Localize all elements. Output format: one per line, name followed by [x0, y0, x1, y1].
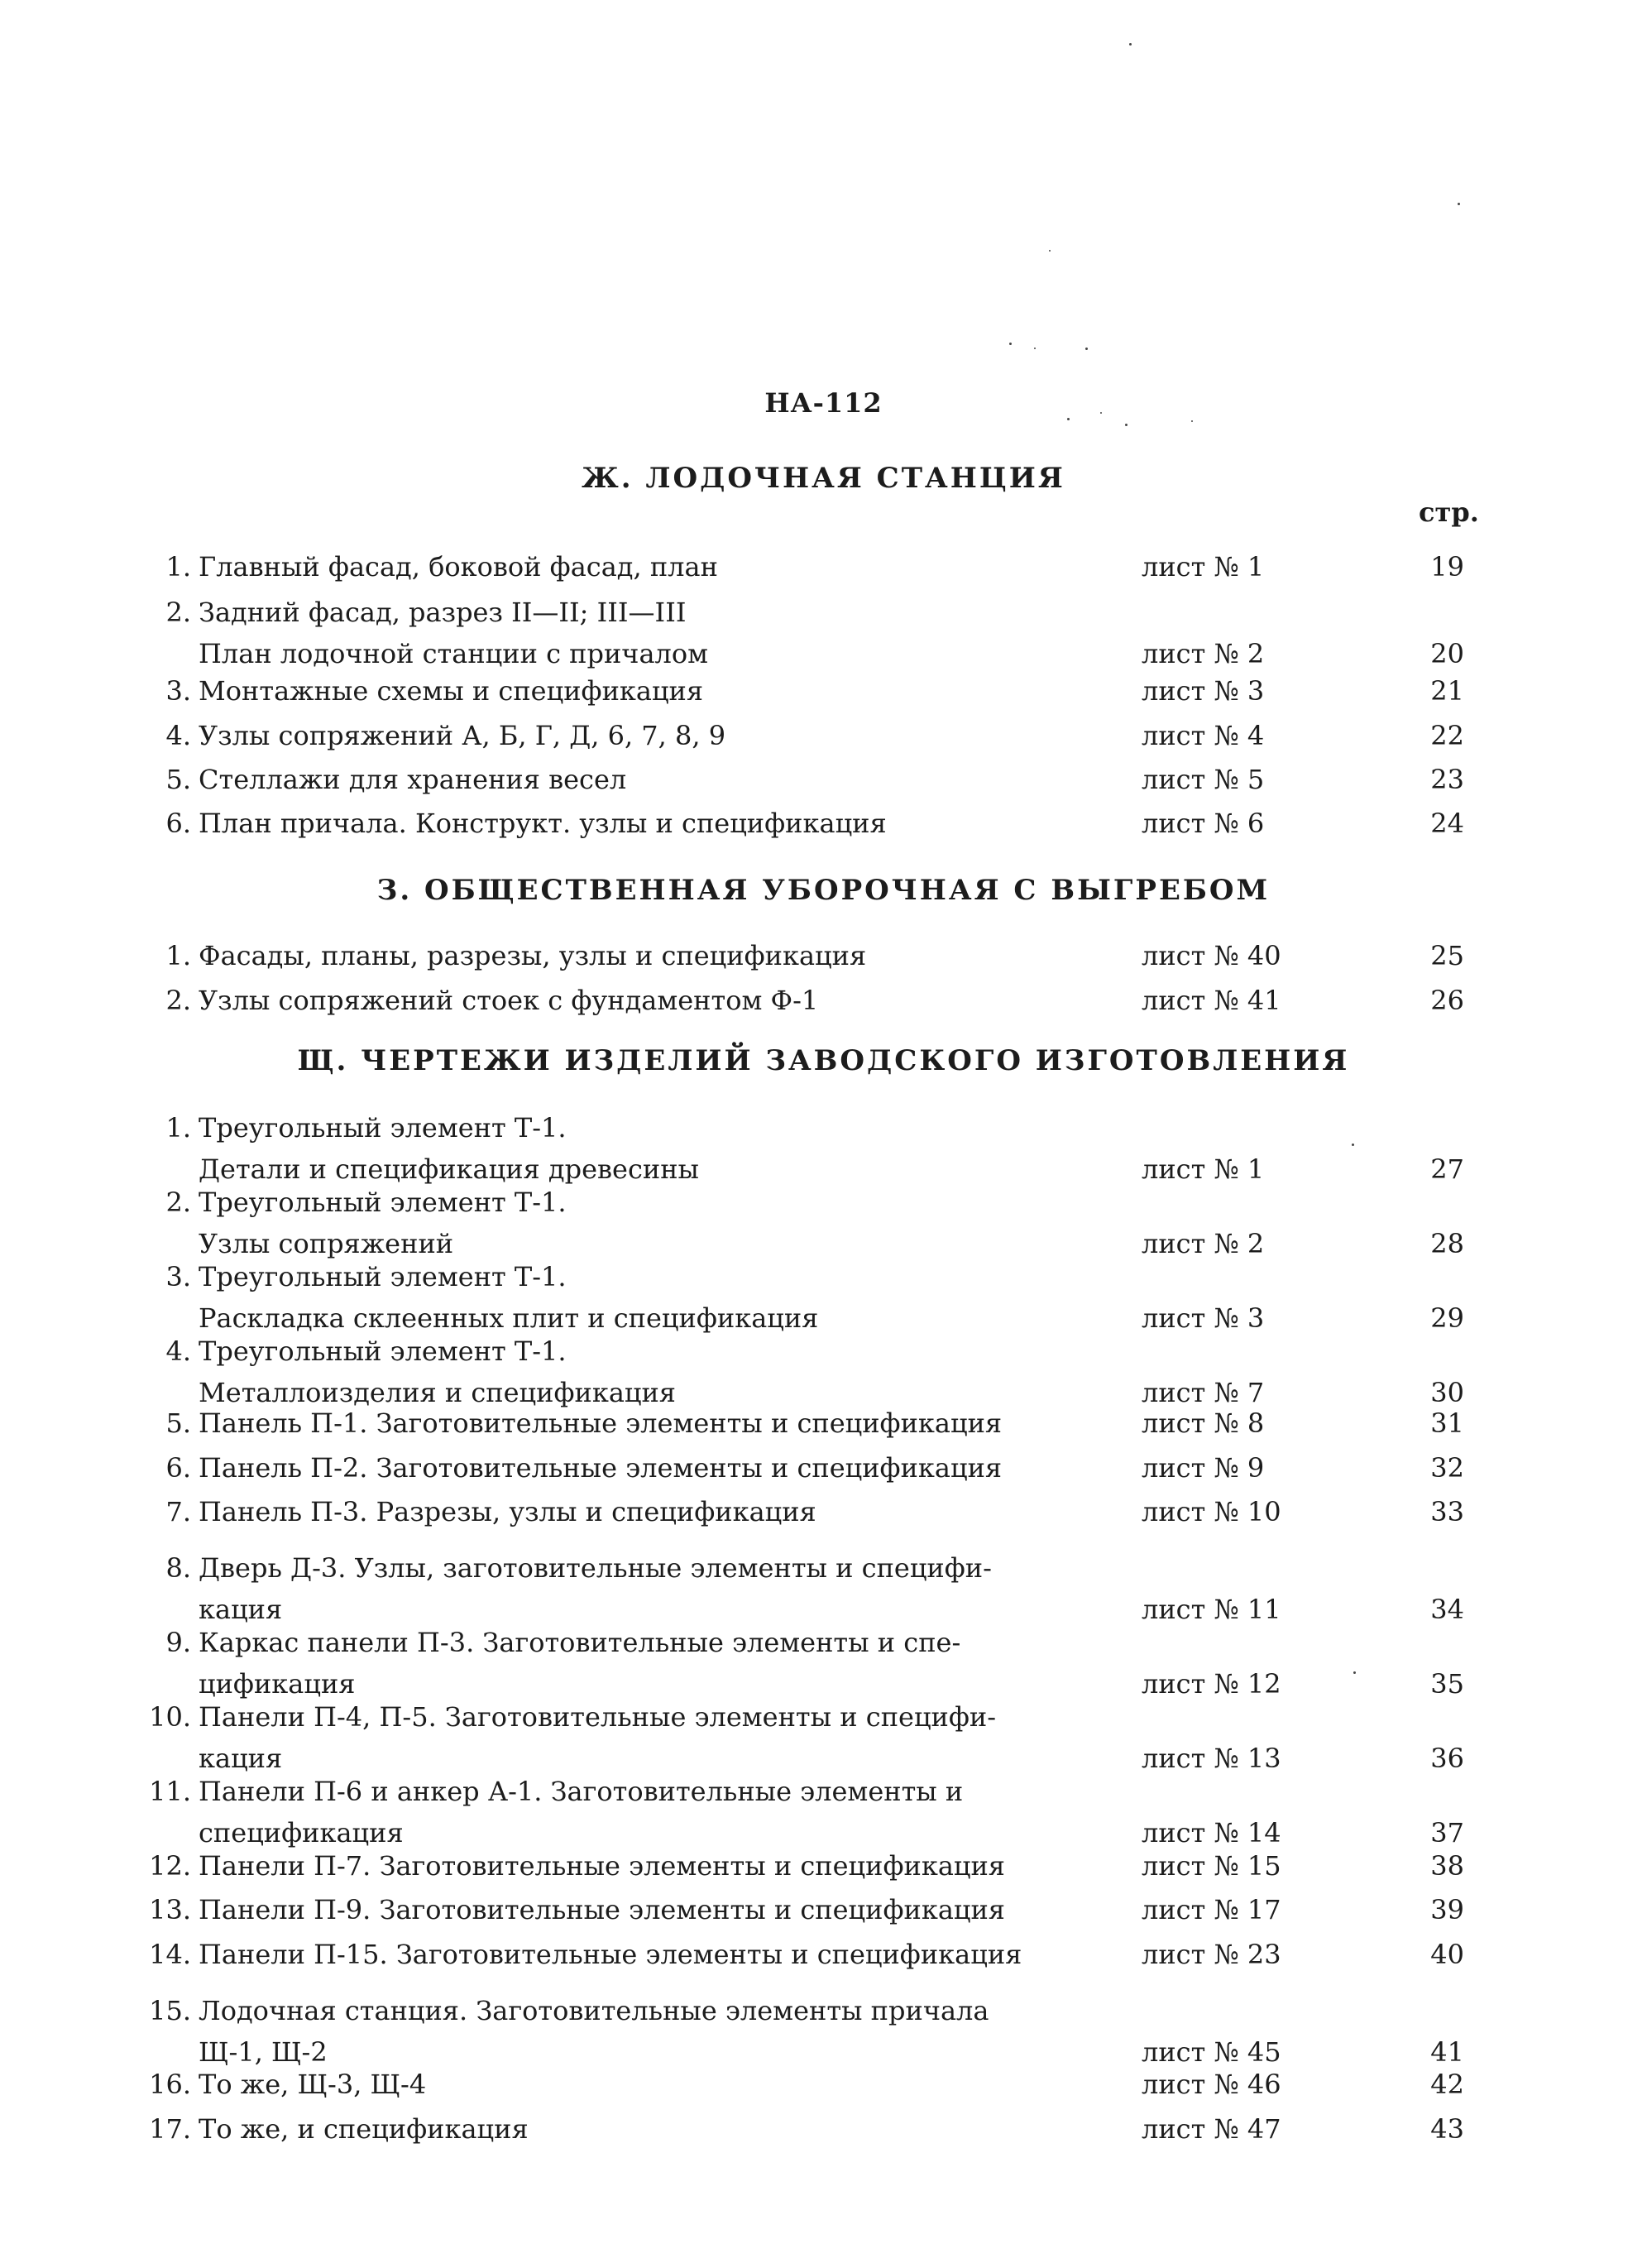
scan-speck [1034, 348, 1036, 349]
scan-speck [1085, 348, 1088, 350]
scan-speck [1125, 424, 1128, 426]
entry-sheet-number: лист № 2 [1142, 638, 1265, 669]
entry-title-line: спецификация [199, 1817, 404, 1848]
entry-title [199, 1491, 816, 1532]
entry-number: 8. [165, 1552, 191, 1584]
entry-number: 17. [149, 2113, 191, 2145]
entry-page-number: 25 [1430, 940, 1464, 971]
scan-speck [1009, 343, 1012, 345]
entry-number: 7. [165, 1496, 191, 1527]
entry-title-line: Панели П-4, П-5. Заготовительные элементы и специфи- [199, 1701, 997, 1733]
entry-sheet-number: лист № 1 [1142, 551, 1265, 583]
entry-title-line: Треугольный элемент Т-1. [199, 1335, 567, 1367]
entry-title [199, 1990, 989, 2073]
entry-page-number: 28 [1430, 1228, 1464, 1259]
entry-title-line: То же, Щ-3, Щ-4 [199, 2069, 427, 2100]
entry-title [199, 715, 725, 756]
entry-number: 16. [149, 2069, 191, 2100]
entry-title [199, 1403, 1002, 1444]
scan-speck [1067, 418, 1070, 420]
entry-title-line: Треугольный элемент Т-1. [199, 1261, 567, 1292]
entry-number: 15. [149, 1995, 191, 2026]
entry-title-line: кация [199, 1743, 283, 1774]
entry-page-number: 35 [1430, 1668, 1464, 1700]
entry-sheet-number: лист № 3 [1142, 675, 1265, 707]
entry-title [199, 803, 887, 844]
entry-sheet-number: лист № 13 [1142, 1743, 1281, 1774]
entry-sheet-number: лист № 7 [1142, 1377, 1265, 1408]
entry-page-number: 32 [1430, 1452, 1464, 1484]
entry-number: 1. [165, 1112, 191, 1144]
entry-title-line: Детали и спецификация древесины [199, 1153, 699, 1185]
entry-title-line: Панели П-6 и анкер А-1. Заготовительные элементы и [199, 1776, 964, 1807]
entry-title-line: Панель П-1. Заготовительные элементы и спецификация [199, 1407, 1003, 1439]
entry-title-line: Каркас панели П-3. Заготовительные элементы и спе- [199, 1627, 961, 1658]
entry-number: 3. [165, 1261, 191, 1292]
entry-number: 5. [165, 1407, 191, 1439]
entry-page-number: 34 [1430, 1594, 1464, 1625]
entry-title-line: Панели П-15. Заготовительные элементы и спецификация [199, 1939, 1022, 1970]
entry-title [199, 1256, 818, 1339]
entry-number: 10. [149, 1701, 191, 1733]
entry-page-number: 31 [1430, 1407, 1464, 1439]
entry-title-line: Дверь Д-3. Узлы, заготовительные элементы и специфи- [199, 1552, 992, 1584]
entry-number: 2. [165, 1187, 191, 1218]
entry-title-line: Узлы сопряжений стоек с фундаментом Ф-1 [199, 985, 819, 1016]
entry-title-line: Стеллажи для хранения весел [199, 764, 627, 795]
entry-number: 4. [165, 720, 191, 751]
entry-number: 4. [165, 1335, 191, 1367]
entry-page-number: 27 [1430, 1153, 1464, 1185]
entry-sheet-number: лист № 45 [1142, 2036, 1281, 2068]
entry-title [199, 1845, 1005, 1887]
entry-title-line: Треугольный элемент Т-1. [199, 1187, 567, 1218]
entry-title-line: Раскладка склеенных плит и спецификация [199, 1302, 819, 1334]
section-title: Ж. ЛОДОЧНАЯ СТАНЦИЯ [582, 462, 1065, 495]
entry-sheet-number: лист № 46 [1142, 2069, 1281, 2100]
entry-page-number: 29 [1430, 1302, 1464, 1334]
entry-title-line: Щ-1, Щ-2 [199, 2036, 328, 2068]
entry-title-line: Треугольный элемент Т-1. [199, 1112, 567, 1144]
entry-sheet-number: лист № 12 [1142, 1668, 1281, 1700]
entry-sheet-number: лист № 40 [1142, 940, 1281, 971]
scan-speck [1049, 250, 1051, 252]
entry-sheet-number: лист № 23 [1142, 1939, 1281, 1970]
entry-title [199, 1447, 1002, 1489]
entry-title-line: Узлы сопряжений [199, 1228, 454, 1259]
entry-title-line: Металлоизделия и спецификация [199, 1377, 676, 1408]
entry-title [199, 670, 703, 712]
entry-number: 14. [149, 1939, 191, 1970]
scan-speck [1353, 1671, 1356, 1674]
entry-sheet-number: лист № 9 [1142, 1452, 1265, 1484]
entry-title [199, 2108, 529, 2150]
scan-speck [1129, 43, 1132, 46]
entry-title-line: Панели П-9. Заготовительные элементы и спецификация [199, 1894, 1005, 1925]
section-title: Щ. ЧЕРТЕЖИ ИЗДЕЛИЙ ЗАВОДСКОГО ИЗГОТОВЛЕНИЯ [297, 1044, 1350, 1077]
entry-sheet-number: лист № 6 [1142, 808, 1265, 839]
entry-title-line: План лодочной станции с причалом [199, 638, 709, 669]
entry-sheet-number: лист № 17 [1142, 1894, 1281, 1925]
entry-title [199, 1547, 992, 1630]
entry-title [199, 935, 866, 976]
entry-page-number: 40 [1430, 1939, 1464, 1970]
entry-sheet-number: лист № 8 [1142, 1407, 1265, 1439]
entry-title [199, 1622, 960, 1705]
entry-page-number: 19 [1430, 551, 1464, 583]
scan-speck [1191, 420, 1193, 422]
entry-page-number: 33 [1430, 1496, 1464, 1527]
entry-title [199, 1696, 996, 1779]
entry-sheet-number: лист № 4 [1142, 720, 1265, 751]
entry-title-line: Главный фасад, боковой фасад, план [199, 551, 718, 583]
entry-title [199, 1934, 1022, 1975]
entry-sheet-number: лист № 47 [1142, 2113, 1281, 2145]
entry-sheet-number: лист № 11 [1142, 1594, 1281, 1625]
entry-title [199, 1182, 567, 1264]
entry-title-line: То же, и спецификация [199, 2113, 529, 2145]
entry-page-number: 36 [1430, 1743, 1464, 1774]
entry-page-number: 37 [1430, 1817, 1464, 1848]
entry-title-line: Панели П-7. Заготовительные элементы и спецификация [199, 1850, 1005, 1882]
entry-page-number: 38 [1430, 1850, 1464, 1882]
entry-title-line: План причала. Конструкт. узлы и спецификация [199, 808, 887, 839]
entry-title-line: Фасады, планы, разрезы, узлы и спецификация [199, 940, 867, 971]
entry-title-line: цификация [199, 1668, 356, 1700]
entry-page-number: 26 [1430, 985, 1464, 1016]
entry-page-number: 21 [1430, 675, 1464, 707]
entry-page-number: 39 [1430, 1894, 1464, 1925]
scan-speck [1458, 203, 1460, 205]
entry-sheet-number: лист № 3 [1142, 1302, 1265, 1334]
entry-page-number: 23 [1430, 764, 1464, 795]
entry-title-line: Узлы сопряжений А, Б, Г, Д, 6, 7, 8, 9 [199, 720, 726, 751]
entry-page-number: 24 [1430, 808, 1464, 839]
entry-page-number: 43 [1430, 2113, 1464, 2145]
entry-sheet-number: лист № 2 [1142, 1228, 1265, 1259]
entry-number: 12. [149, 1850, 191, 1882]
entry-title-line: Монтажные схемы и спецификация [199, 675, 704, 707]
entry-number: 1. [165, 940, 191, 971]
entry-number: 11. [149, 1776, 191, 1807]
entry-number: 1. [165, 551, 191, 583]
entry-title [199, 546, 718, 587]
entry-title [199, 2064, 426, 2105]
entry-title [199, 1331, 676, 1413]
entry-sheet-number: лист № 1 [1142, 1153, 1265, 1185]
section-title: З. ОБЩЕСТВЕННАЯ УБОРОЧНАЯ С ВЫГРЕБОМ [376, 874, 1271, 907]
entry-title [199, 980, 818, 1021]
entry-title [199, 1107, 699, 1190]
entry-title [199, 592, 708, 674]
entry-title [199, 1889, 1005, 1930]
entry-title-line: Панель П-3. Разрезы, узлы и спецификация [199, 1496, 816, 1527]
document-code: НА-112 [764, 387, 883, 419]
entry-sheet-number: лист № 5 [1142, 764, 1265, 795]
entry-page-number: 22 [1430, 720, 1464, 751]
scan-speck [1100, 412, 1102, 414]
entry-title-line: Лодочная станция. Заготовительные элементы причала [199, 1995, 989, 2026]
entry-title-line: кация [199, 1594, 283, 1625]
entry-title [199, 1771, 963, 1853]
scan-speck [1352, 1144, 1354, 1146]
entry-number: 9. [165, 1627, 191, 1658]
entry-number: 6. [165, 808, 191, 839]
entry-number: 3. [165, 675, 191, 707]
entry-page-number: 20 [1430, 638, 1464, 669]
entry-sheet-number: лист № 15 [1142, 1850, 1281, 1882]
entry-sheet-number: лист № 10 [1142, 1496, 1281, 1527]
entry-page-number: 30 [1430, 1377, 1464, 1408]
entry-sheet-number: лист № 14 [1142, 1817, 1281, 1848]
entry-number: 2. [165, 985, 191, 1016]
entry-number: 13. [149, 1894, 191, 1925]
entry-page-number: 42 [1430, 2069, 1464, 2100]
entry-sheet-number: лист № 41 [1142, 985, 1281, 1016]
entry-number: 2. [165, 597, 191, 628]
entry-title-line: Панель П-2. Заготовительные элементы и спецификация [199, 1452, 1003, 1484]
entry-title-line: Задний фасад, разрез II—II; III—III [199, 597, 687, 628]
entry-number: 6. [165, 1452, 191, 1484]
entry-title [199, 759, 626, 800]
entry-page-number: 41 [1430, 2036, 1464, 2068]
entry-number: 5. [165, 764, 191, 795]
page-column-header: стр. [1419, 496, 1479, 528]
